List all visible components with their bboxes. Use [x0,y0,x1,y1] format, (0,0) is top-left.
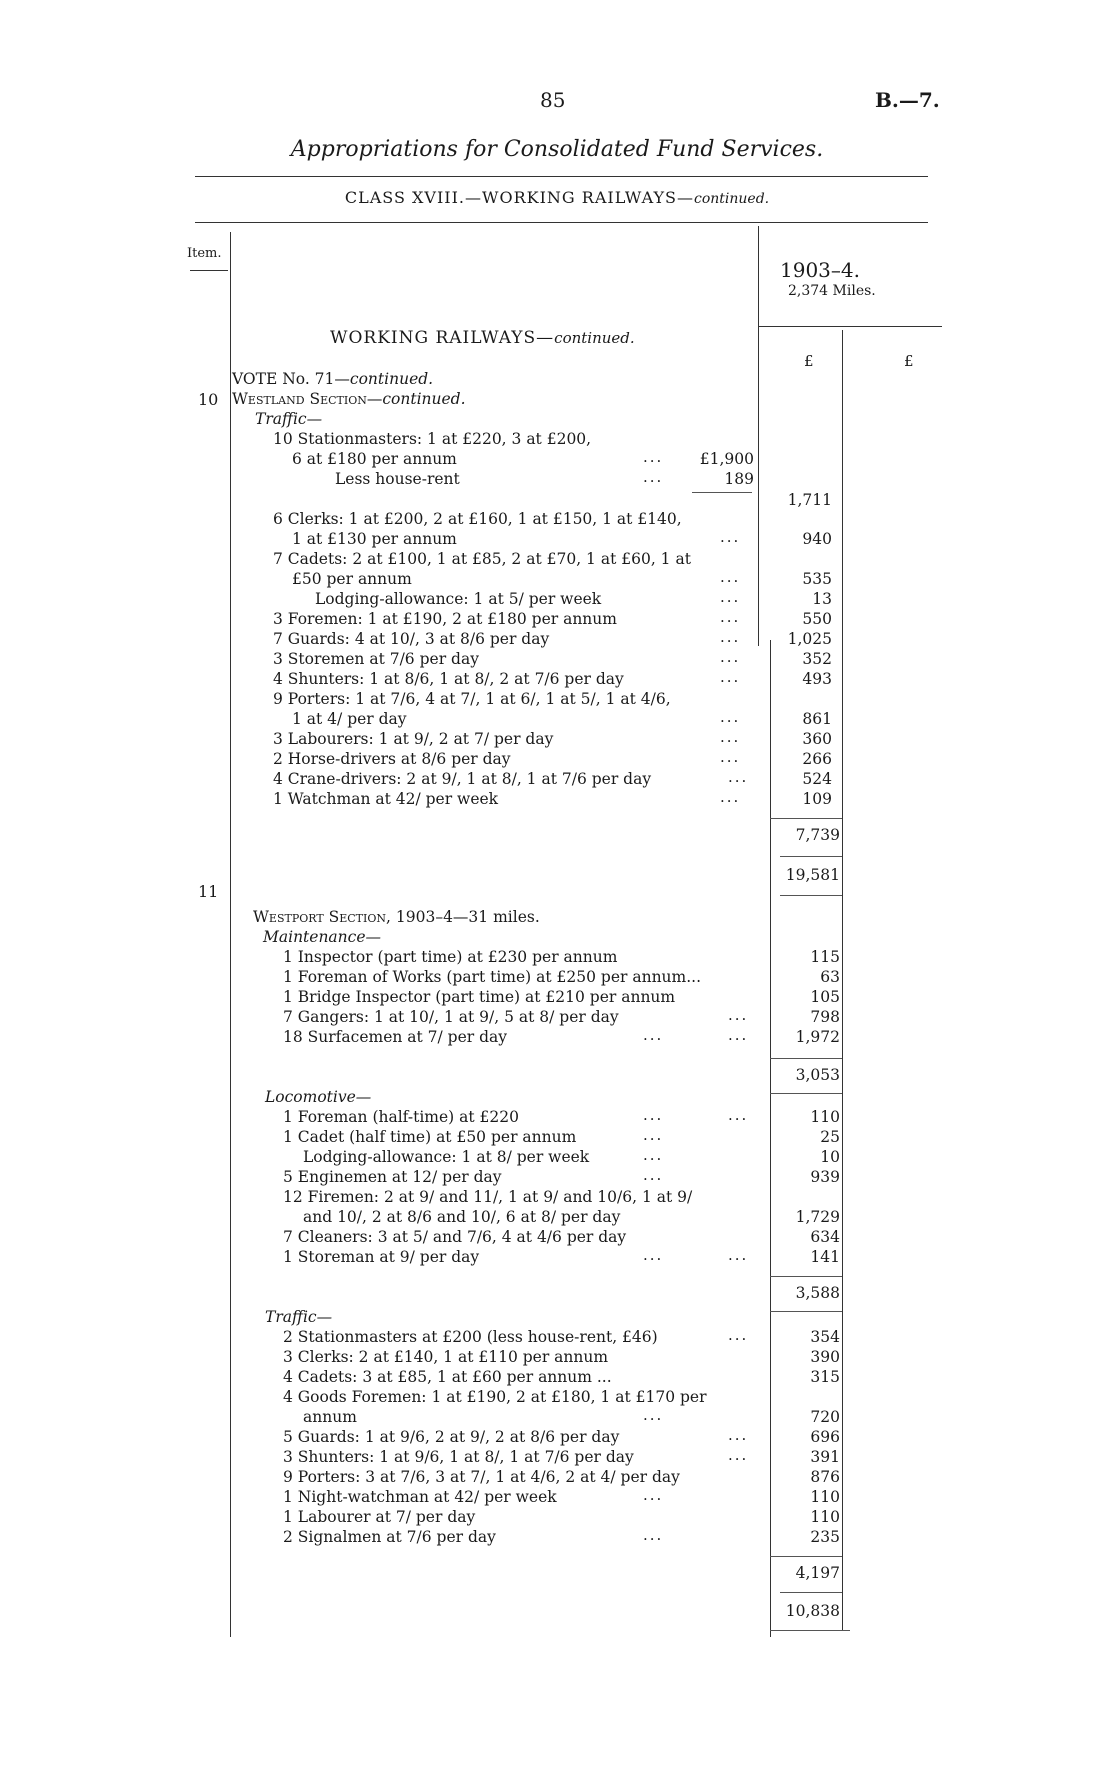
leader-dots: ... [720,728,741,746]
item-number-11: 11 [198,882,219,901]
amount: 390 [810,1348,840,1366]
amount: 720 [810,1408,840,1426]
list-item: 7 Gangers: 1 at 10/, 1 at 9/, 5 at 8/ per day [283,1008,619,1026]
page-title: Appropriations for Consolidated Fund Services. [290,137,824,162]
rule-total [770,818,842,819]
vote-cont: continued. [349,370,434,388]
leader-dots: ... [720,628,741,646]
list-item: 4 Goods Foremen: 1 at £190, 2 at £180, 1 at £170 per [283,1388,707,1406]
amount: 141 [810,1248,840,1266]
westland-section-total: 19,581 [785,866,840,884]
locomotive-total: 3,588 [795,1284,840,1302]
class-heading-text: CLASS XVIII.—WORKING RAILWAYS— [344,188,694,207]
amount: 940 [802,530,832,548]
stationmasters-line2: 6 at £180 per annum [292,450,457,468]
maintenance-label: Maintenance— [263,928,382,946]
westland-heading-text: Westland Section— [232,390,383,408]
rule-total [770,1276,842,1277]
list-item: 7 Cleaners: 3 at 5/ and 7/6, 4 at 4/6 per day [283,1228,627,1246]
amount: 391 [810,1448,840,1466]
stationmasters-less-amount: 189 [724,470,754,488]
list-item: 3 Labourers: 1 at 9/, 2 at 7/ per day [273,730,554,748]
westport-traffic-label: Traffic— [265,1308,333,1326]
list-item: 9 Porters: 3 at 7/6, 3 at 7/, 1 at 4/6, 2 at 4/ per day [283,1468,680,1486]
list-item: 1 Inspector (part time) at £230 per annum [283,948,618,966]
list-item: 4 Crane-drivers: 2 at 9/, 1 at 8/, 1 at 7/6 per day [273,770,652,788]
leader-dots: ... [643,1486,664,1504]
amount: 876 [810,1468,840,1486]
leader-dots: ... [720,608,741,626]
amount: 524 [802,770,832,788]
list-item: 1 Storeman at 9/ per day [283,1248,480,1266]
leader-dots: ... [720,708,741,726]
pound-sign-right: £ [904,352,914,370]
leader-dots: ... [643,1106,664,1124]
list-item: 4 Shunters: 1 at 8/6, 1 at 8/, 2 at 7/6 per day [273,670,624,688]
leader-dots: ... [720,668,741,686]
amount: 109 [802,790,832,808]
amount: 1,729 [795,1208,840,1226]
amount: 266 [802,750,832,768]
westland-traffic-label: Traffic— [255,410,323,428]
westland-heading [232,390,466,409]
leader-dots: ... [643,448,664,466]
westport-heading [253,908,540,927]
amount: 110 [810,1108,840,1126]
section-title-text: WORKING RAILWAYS— [330,328,555,348]
section-title [330,328,635,348]
amount: 110 [810,1488,840,1506]
list-item: 1 Foreman (half-time) at £220 [283,1108,519,1126]
item-column-header: Item. [187,246,222,261]
westport-heading-rest: 1903–4—31 miles. [395,908,540,926]
list-item: 3 Foremen: 1 at £190, 2 at £180 per annum [273,610,617,628]
leader-dots: ... [643,1526,664,1544]
amount: 798 [810,1008,840,1026]
list-item: Lodging-allowance: 1 at 5/ per week [315,590,602,608]
list-item-cont: 1 at £130 per annum [292,530,457,548]
list-item: 12 Firemen: 2 at 9/ and 11/, 1 at 9/ and 10/6, 1 at 9/ [283,1188,693,1206]
item-number-10: 10 [198,390,219,409]
list-item: 5 Guards: 1 at 9/6, 2 at 9/, 2 at 8/6 per day [283,1428,620,1446]
amount: 10 [820,1148,840,1166]
amount: 493 [802,670,832,688]
rule-top [195,176,928,177]
list-item-cont: 1 at 4/ per day [292,710,407,728]
leader-dots: ... [720,788,741,806]
leader-dots: ... [720,748,741,766]
pound-sign-left: £ [804,352,814,370]
list-item: 7 Guards: 4 at 10/, 3 at 8/6 per day [273,630,550,648]
vote-text: VOTE No. 71— [232,370,350,388]
amount: 861 [802,710,832,728]
vote-heading [232,370,433,389]
amount: 110 [810,1508,840,1526]
leader-dots: ... [643,1246,664,1264]
rule-subtotal [692,492,752,493]
maintenance-total: 3,053 [795,1066,840,1084]
westport-section-total: 10,838 [785,1602,840,1620]
class-heading-cont: continued. [694,191,770,207]
list-item: 1 Watchman at 42/ per week [273,790,499,808]
amount: 354 [810,1328,840,1346]
locomotive-label: Locomotive— [265,1088,372,1106]
list-item: 3 Shunters: 1 at 9/6, 1 at 8/, 1 at 7/6 per day [283,1448,634,1466]
list-item: 2 Signalmen at 7/6 per day [283,1528,496,1546]
amount: 235 [810,1528,840,1546]
list-item: 9 Porters: 1 at 7/6, 4 at 7/, 1 at 6/, 1 at 5/, 1 at 4/6, [273,690,671,708]
page-code: B.—7. [875,88,940,112]
leader-dots: ... [728,1026,749,1044]
rule-total [780,1592,842,1593]
list-item: 1 Foreman of Works (part time) at £250 per annum... [283,968,702,986]
list-item: 1 Bridge Inspector (part time) at £210 per annum [283,988,676,1006]
list-item: 5 Enginemen at 12/ per day [283,1168,502,1186]
amount: 1,972 [795,1028,840,1046]
amount-column-divider [842,330,843,1630]
westland-traffic-total: 7,739 [795,826,840,844]
amount: 63 [820,968,840,986]
amount: 25 [820,1128,840,1146]
leader-dots: ... [643,468,664,486]
list-item: 4 Cadets: 3 at £85, 1 at £60 per annum ... [283,1368,612,1386]
list-item: 1 Night-watchman at 42/ per week [283,1488,557,1506]
stationmasters-net: 1,711 [787,491,832,509]
list-item: 18 Surfacemen at 7/ per day [283,1028,508,1046]
rule-total [780,895,842,896]
list-item-cont: £50 per annum [292,570,412,588]
page-number: 85 [540,88,566,112]
list-item: 2 Stationmasters at £200 (less house-rent, £46) [283,1328,658,1346]
list-item: Lodging-allowance: 1 at 8/ per week [303,1148,590,1166]
amount: 535 [802,570,832,588]
amount: 315 [810,1368,840,1386]
westland-heading-cont: continued. [382,390,466,408]
leader-dots: ... [720,648,741,666]
leader-dots: ... [643,1406,664,1424]
amount-column-line-upper [758,226,759,646]
leader-dots: ... [643,1166,664,1184]
amount: 13 [812,590,832,608]
year-heading: 1903–4. [780,258,860,282]
item-header-rule [190,270,228,271]
leader-dots: ... [720,528,741,546]
westport-heading-text: Westport Section, [253,908,391,926]
stationmasters-less-label: Less house-rent [335,470,460,488]
rule-total [770,1058,842,1059]
amount: 115 [810,948,840,966]
list-item: 3 Storemen at 7/6 per day [273,650,479,668]
leader-dots: ... [643,1126,664,1144]
leader-dots: ... [728,1446,749,1464]
list-item: 6 Clerks: 1 at £200, 2 at £160, 1 at £150, 1 at £140, [273,510,682,528]
leader-dots: ... [728,1106,749,1124]
class-heading [0,188,1114,207]
leader-dots: ... [728,1246,749,1264]
list-item-cont: and 10/, 2 at 8/6 and 10/, 6 at 8/ per day [303,1208,621,1226]
list-item: 7 Cadets: 2 at £100, 1 at £85, 2 at £70, 1 at £60, 1 at [273,550,691,568]
leader-dots: ... [728,1426,749,1444]
rule-under-class [195,222,928,223]
amount: 634 [810,1228,840,1246]
rule-total [770,1556,842,1557]
rule-total [770,1630,850,1631]
rule-total [770,1311,842,1312]
amount: 352 [802,650,832,668]
rule-total [770,1093,842,1094]
westport-traffic-total: 4,197 [795,1564,840,1582]
leader-dots: ... [720,568,741,586]
leader-dots: ... [720,588,741,606]
leader-dots: ... [728,768,749,786]
year-header-rule [758,326,942,327]
amount: 696 [810,1428,840,1446]
list-item: 1 Labourer at 7/ per day [283,1508,476,1526]
amount: 360 [802,730,832,748]
item-column-line [230,232,231,1637]
leader-dots: ... [728,1006,749,1024]
stationmasters-gross: £1,900 [699,450,754,468]
stationmasters-line1: 10 Stationmasters: 1 at £220, 3 at £200, [273,430,592,448]
amount: 939 [810,1168,840,1186]
list-item: 2 Horse-drivers at 8/6 per day [273,750,511,768]
leader-dots: ... [643,1026,664,1044]
leader-dots: ... [643,1146,664,1164]
amount: 105 [810,988,840,1006]
list-item: 3 Clerks: 2 at £140, 1 at £110 per annum [283,1348,609,1366]
list-item: 1 Cadet (half time) at £50 per annum [283,1128,577,1146]
list-item-cont: annum [303,1408,357,1426]
leader-dots: ... [728,1326,749,1344]
rule-total [780,856,842,857]
amount: 1,025 [787,630,832,648]
miles-heading: 2,374 Miles. [788,283,876,299]
amount: 550 [802,610,832,628]
section-title-cont: continued. [554,329,635,347]
